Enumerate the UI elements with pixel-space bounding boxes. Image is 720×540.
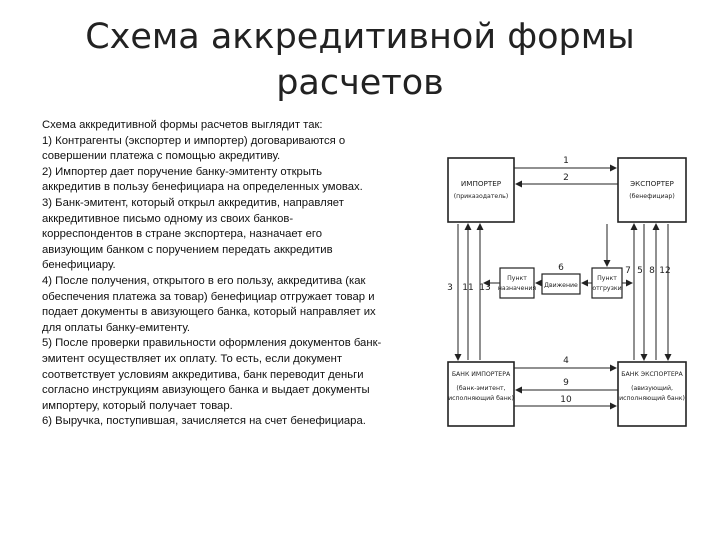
arrow-label-1: 1	[563, 156, 569, 166]
arrow-label-4: 4	[563, 356, 569, 366]
text-line: совершении платежа с помощью акредитиву.	[42, 150, 281, 163]
importer-sublabel: (приказодатель)	[453, 193, 509, 200]
arrow-label-5: 5	[637, 266, 643, 276]
bank-exporter-label: БАНК ЭКСПОРТЕРА	[621, 371, 683, 378]
arrow-label-6: 6	[558, 263, 564, 273]
exporter-box	[618, 158, 686, 222]
text-line: 5) После проверки правильности оформления документов банк-	[42, 337, 382, 350]
text-line: подает документы в авизующего банка, который направляет их	[42, 306, 376, 319]
exporter-label: ЭКСПОРТЕР	[630, 179, 674, 188]
bank-importer-label: БАНК ИМПОРТЕРА	[451, 371, 511, 378]
bank-exporter-sublabel-2: исполняющий банк)	[619, 395, 685, 402]
text-line: 2) Импортер дает поручение банку-эмитенту открыть	[42, 165, 323, 178]
shipping-point-sublabel: отгрузки	[592, 285, 622, 292]
text-line: обеспечения платежа за товар) бенефициар отгружает товар и	[42, 290, 375, 303]
bank-exporter-sublabel: (авизующий,	[631, 385, 673, 392]
arrow-label-2: 2	[563, 173, 569, 183]
bank-exporter-box	[618, 362, 686, 426]
importer-box	[448, 158, 514, 222]
arrow-label-3: 3	[447, 283, 453, 293]
text-line: импортеру, который получает товар.	[42, 399, 233, 412]
text-line: 1) Контрагенты (экспортер и импортер) договариваются о	[42, 134, 346, 147]
slide-title	[60, 14, 660, 106]
text-line: 6) Выручка, поступившая, зачисляется на счет бенефициара.	[42, 415, 366, 428]
arrow-label-9: 9	[563, 378, 569, 388]
shipping-point-box	[592, 268, 622, 298]
text-line: корреспондентов в стране экспортера, назначает его	[42, 228, 323, 241]
receiving-point-box	[498, 268, 536, 298]
exporter-sublabel: (бенефициар)	[629, 193, 675, 200]
arrow-label-7: 7	[625, 266, 631, 276]
title-line-1: Схема аккредитивной формы	[85, 17, 635, 57]
text-line: соответствует условиям аккредитива, банк переводит деньги	[42, 368, 364, 381]
bank-importer-box	[448, 362, 514, 426]
arrow-label-11: 11	[462, 283, 474, 293]
arrow-label-12: 12	[659, 266, 671, 276]
text-line: аккредитив в пользу бенефициара на определенных умовах.	[42, 181, 363, 194]
accreditive-flow-diagram	[438, 140, 700, 440]
right-vertical-arrows	[622, 224, 671, 360]
receiving-point-sublabel: назначения	[497, 285, 537, 292]
text-line: Схема аккредитивной формы расчетов выглядит так:	[42, 119, 323, 131]
text-line: авизующим банком с поручением передать аккредитив	[42, 243, 333, 256]
text-line: согласно инструкциям авизующего банка и выдает документы	[42, 384, 370, 397]
text-line: 4) После получения, открытого в его пользу, аккредитива (как	[42, 274, 366, 287]
goods-box	[542, 274, 580, 294]
arrow-label-8: 8	[649, 266, 655, 276]
shipping-point-label: Пункт	[597, 275, 617, 282]
text-line: аккредитивное письмо одному из своих банков-	[42, 212, 294, 225]
text-line: 3) Банк-эмитент, который открыл аккредитив, направляет	[42, 196, 344, 209]
arrow-label-13: 13	[479, 283, 491, 293]
title-line-2: расчетов	[276, 63, 444, 103]
text-line: для оплаты банку-емитенту.	[42, 321, 190, 334]
text-line: эмитент осуществляет их оплату. То есть, если документ	[42, 352, 343, 365]
goods-label: Движение	[544, 282, 578, 289]
description-text	[42, 118, 434, 430]
receiving-point-label: Пункт	[507, 275, 527, 282]
importer-label: ИМПОРТЕР	[460, 179, 502, 188]
bank-importer-sublabel: (банк-эмитент,	[456, 385, 506, 392]
bank-importer-sublabel-2: исполняющий банк)	[448, 395, 514, 402]
text-line: бенефициару.	[42, 259, 116, 272]
arrow-label-10: 10	[560, 395, 572, 405]
